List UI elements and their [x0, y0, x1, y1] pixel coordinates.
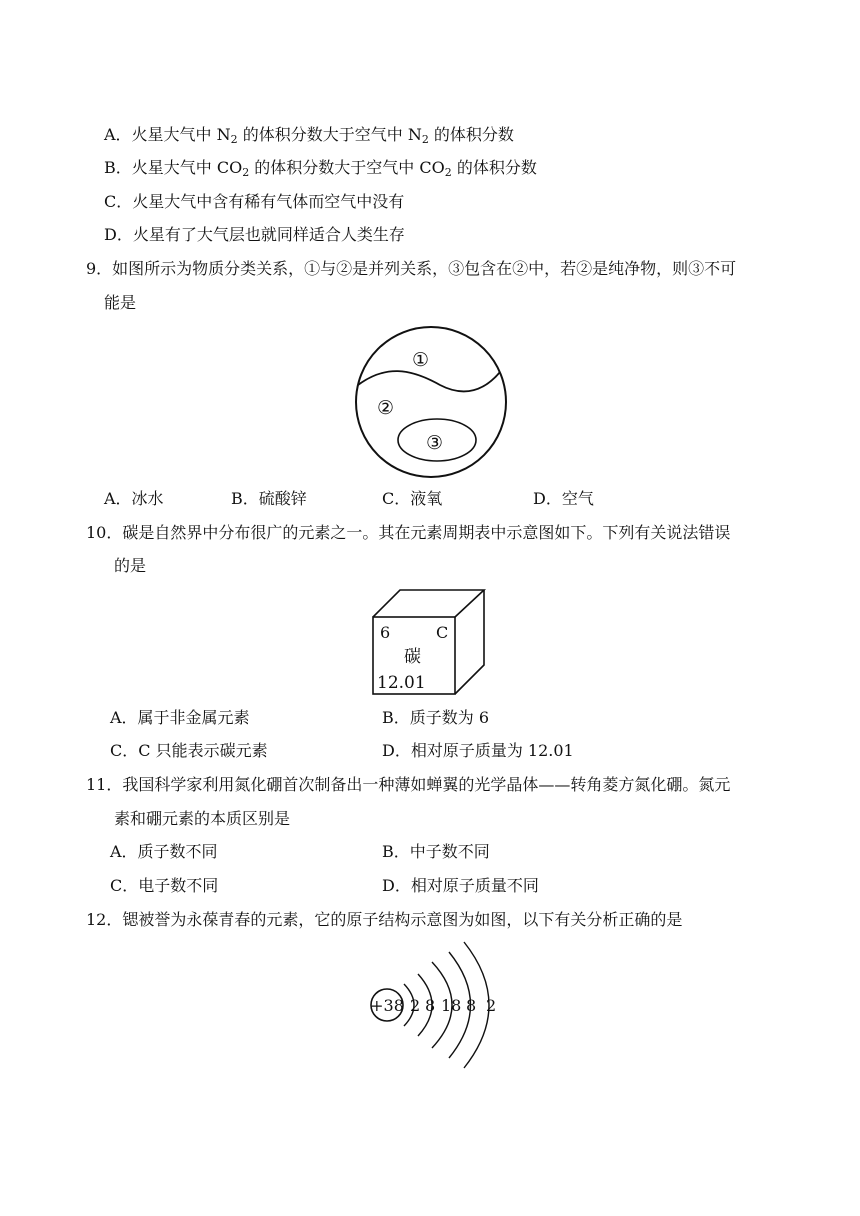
shell-electrons-5: 2: [486, 996, 497, 1015]
q11-stem-line2: 素和硼元素的本质区别是: [114, 809, 291, 828]
label-region-3: ③: [426, 432, 444, 454]
nucleus-circle: [371, 989, 403, 1021]
element-name: 碳: [404, 647, 421, 667]
element-symbol: C: [436, 623, 449, 642]
label-region-2: ②: [377, 397, 395, 419]
q8-option-d: D．火星有了大气层也就同样适合人类生存: [104, 225, 405, 244]
shell-electrons-3: 18: [441, 996, 462, 1015]
q9-stem-line2: 能是: [104, 293, 137, 312]
electron-shell-3: [432, 962, 452, 1048]
q11-option-c: C．电子数不同: [110, 876, 219, 895]
q10-option-c: C．C 只能表示碳元素: [110, 741, 268, 760]
q10-stem-line1: 10．碳是自然界中分布很广的元素之一。其在元素周期表中示意图如下。下列有关说法错误: [86, 523, 731, 542]
electron-shell-1: [404, 984, 414, 1026]
q9-option-d: D．空气: [533, 489, 594, 508]
q11-stem-line1: 11．我国科学家利用氮化硼首次制备出一种薄如蝉翼的光学晶体——转角菱方氮化硼。氮元: [86, 775, 731, 794]
atomic-number: 6: [380, 623, 391, 642]
q9-option-c: C．液氧: [382, 489, 443, 508]
q8-option-a: A．火星大气中 $N_2$ 的体积分数大于空气中 $N_2$ 的体积分数: [104, 125, 514, 146]
q11-option-b: B．中子数不同: [382, 842, 490, 861]
q10-option-d: D．相对原子质量为 12.01: [382, 741, 574, 760]
electron-shell-2: [418, 974, 432, 1036]
q9-stem-line1: 9．如图所示为物质分类关系，①与②是并列关系，③包含在②中，若②是纯净物，则③不可: [86, 259, 737, 278]
shell-electrons-4: 8: [466, 996, 477, 1015]
q10-stem-line2: 的是: [114, 556, 147, 575]
q11-option-a: A．质子数不同: [110, 842, 218, 861]
shell-electrons-1: 2: [410, 996, 421, 1015]
outer-circle: [356, 327, 506, 477]
q8-option-b: B．火星大气中 $CO_2$ 的体积分数大于空气中 $CO_2$ 的体积分数: [104, 158, 537, 179]
electron-shell-5: [464, 942, 489, 1068]
q8-option-c: C．火星大气中含有稀有气体而空气中没有: [104, 192, 405, 211]
label-region-1: ①: [412, 349, 430, 371]
q12-stem-line1: 12．锶被誉为永葆青春的元素，它的原子结构示意图为如图，以下有关分析正确的是: [86, 910, 683, 929]
q9-option-a: A．冰水: [104, 489, 164, 508]
electron-shell-4: [449, 952, 471, 1058]
q11-option-d: D．相对原子质量不同: [382, 876, 539, 895]
nucleus-charge: +38: [370, 996, 404, 1015]
shell-electrons-2: 8: [425, 996, 436, 1015]
inner-ellipse: [398, 419, 476, 461]
q10-option-b: B．质子数为 6: [382, 708, 490, 727]
q9-option-b: B．硫酸锌: [231, 489, 307, 508]
atomic-mass: 12.01: [377, 673, 426, 693]
divider-curve: [358, 371, 500, 391]
q10-option-a: A．属于非金属元素: [110, 708, 250, 727]
